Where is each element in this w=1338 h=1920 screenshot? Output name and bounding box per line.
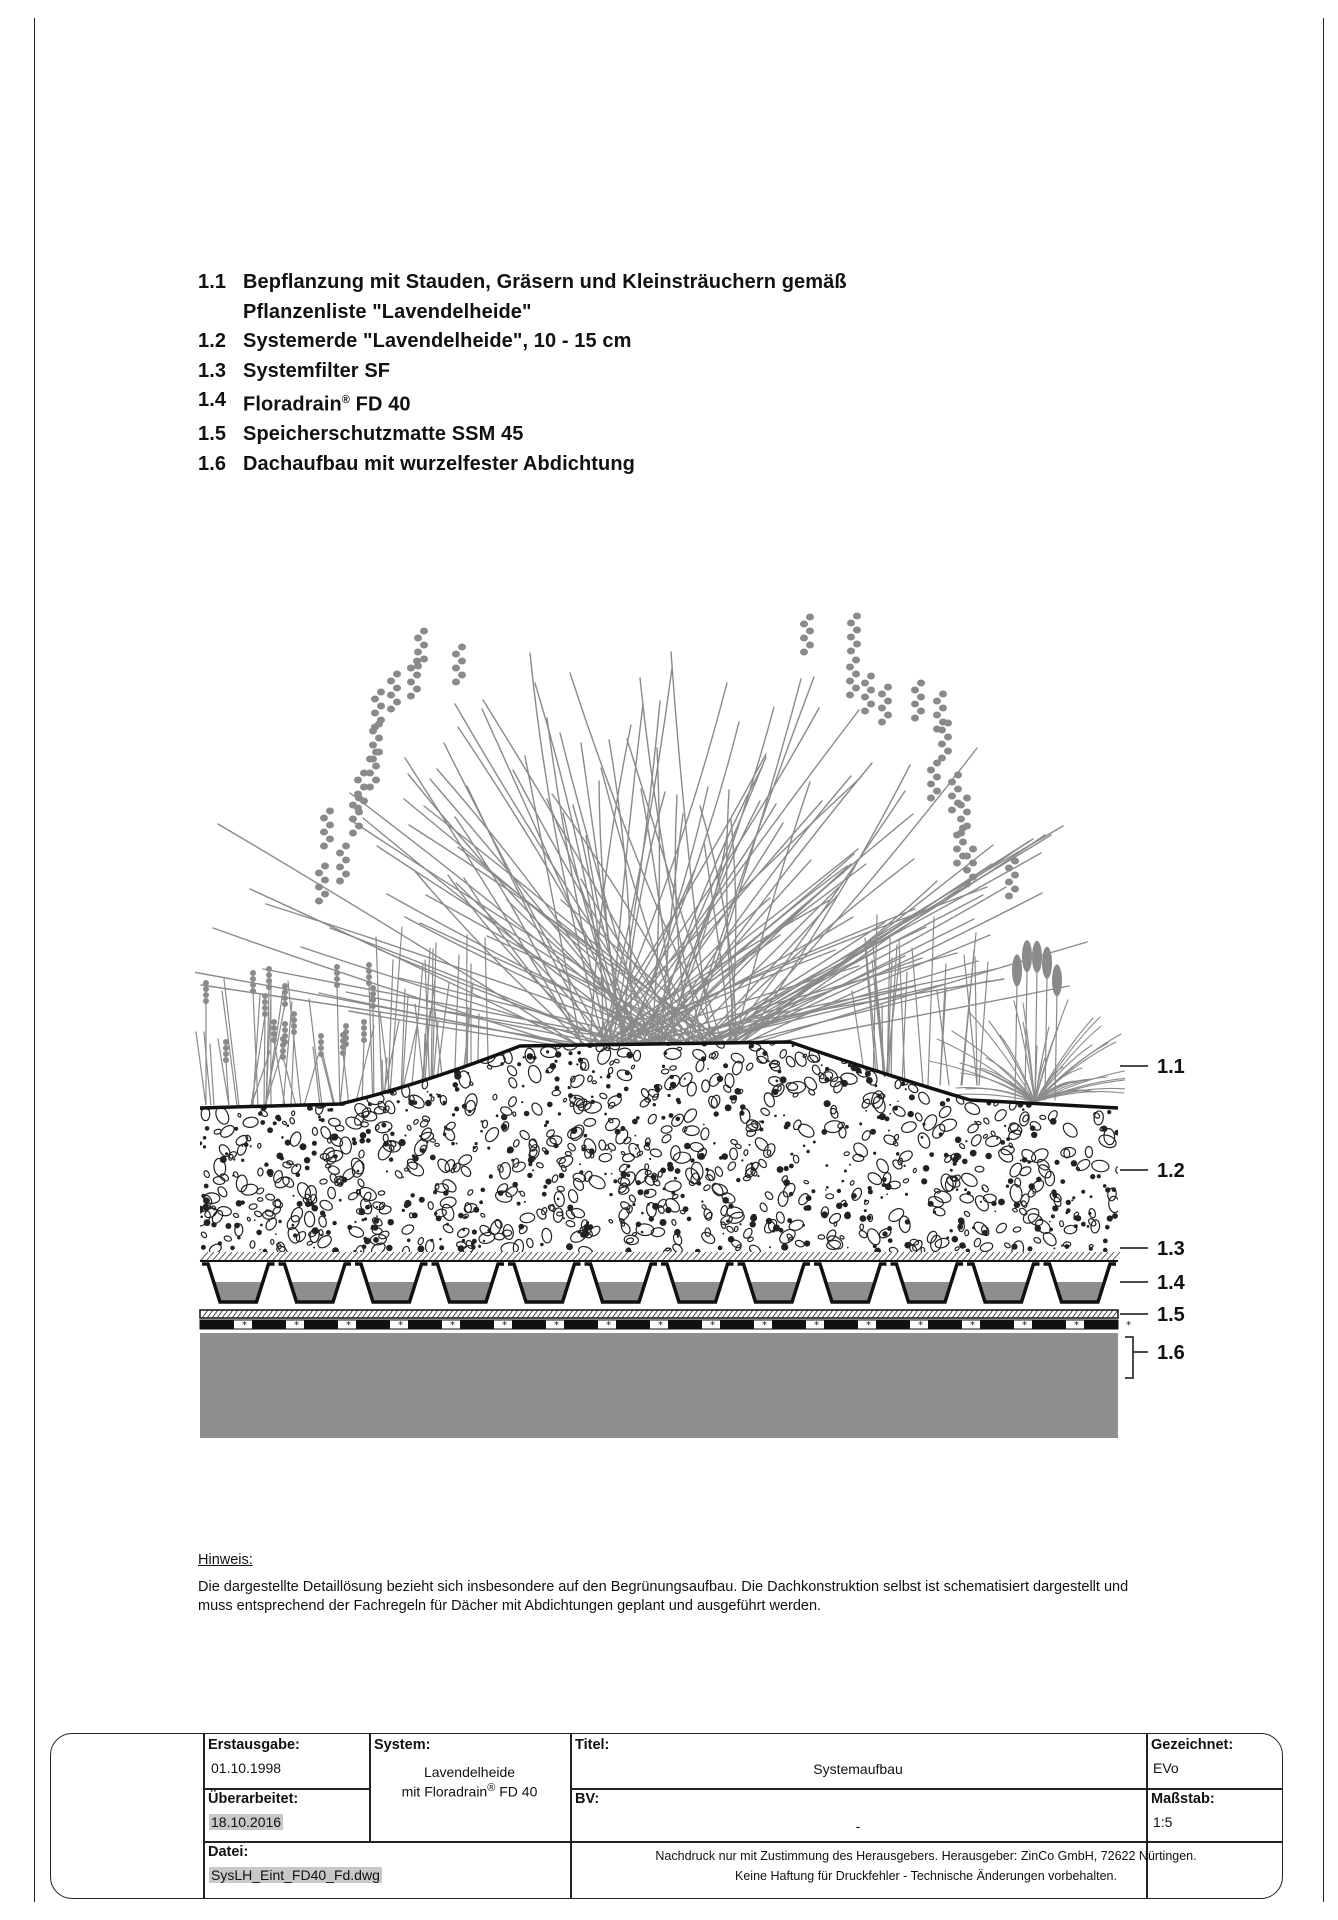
svg-text:*: * — [866, 1320, 871, 1331]
label-leaders — [1120, 1066, 1148, 1378]
protection-mat-layer — [200, 1310, 1118, 1318]
titel-value: Systemaufbau — [813, 1761, 903, 1777]
label-1-4: 1.4 — [1157, 1272, 1185, 1294]
legend-text: Systemerde "Lavendelheide", 10 - 15 cm — [243, 330, 632, 352]
svg-text:*: * — [658, 1320, 663, 1331]
svg-text:*: * — [606, 1320, 611, 1331]
label-1-2: 1.2 — [1157, 1160, 1185, 1182]
titel-label: Titel: — [575, 1737, 610, 1753]
footer-line1: Nachdruck nur mit Zustimmung des Herausgebers. Herausgeber: ZinCo GmbH, 72622 Nürtingen. — [655, 1849, 1197, 1863]
legend-number: 1.2 — [198, 330, 227, 352]
svg-text:*: * — [1022, 1320, 1027, 1331]
svg-text:*: * — [294, 1320, 299, 1331]
svg-text:*: * — [346, 1320, 351, 1331]
system-label: System: — [374, 1737, 431, 1753]
massstab-value: 1:5 — [1153, 1814, 1173, 1830]
datei-label: Datei: — [208, 1844, 249, 1860]
gezeichnet-label: Gezeichnet: — [1151, 1737, 1234, 1753]
waterproofing-membrane — [200, 1320, 1131, 1331]
gezeichnet-value: EVo — [1153, 1760, 1179, 1776]
lavender-planting — [193, 613, 1151, 1107]
svg-text:*: * — [710, 1320, 715, 1331]
footer-line2: Keine Haftung für Druckfehler - Technische Änderungen vorbehalten. — [735, 1869, 1117, 1883]
ueberarbeitet-label: Überarbeitet: — [208, 1791, 299, 1807]
svg-text:*: * — [554, 1320, 559, 1331]
title-block — [50, 1733, 1283, 1899]
system-text: mit Floradrain — [401, 1783, 488, 1800]
datei-value — [209, 1867, 382, 1883]
label-1-3: 1.3 — [1157, 1238, 1185, 1260]
svg-text:*: * — [918, 1320, 923, 1331]
legend-number: 1.5 — [198, 423, 227, 446]
system-filter-layer — [200, 1252, 1120, 1261]
divider — [203, 1841, 1282, 1843]
legend-number: 1.4 — [198, 389, 227, 411]
svg-text:*: * — [1074, 1320, 1079, 1331]
legend-text-continued: Pflanzenliste "Lavendelheide" — [243, 300, 532, 323]
registered-mark: ® — [487, 1782, 496, 1794]
svg-text:*: * — [242, 1320, 247, 1331]
label-1-1: 1.1 — [1157, 1056, 1185, 1078]
erstausgabe-label: Erstausgabe: — [208, 1737, 300, 1753]
divider — [570, 1788, 1282, 1790]
svg-text:*: * — [814, 1320, 819, 1331]
legend-text: Dachaufbau mit wurzelfester Abdichtung — [243, 452, 635, 475]
label-1-5: 1.5 — [1157, 1304, 1185, 1326]
ueberarbeitet-date: 18.10.2016 — [211, 1814, 282, 1830]
divider — [203, 1734, 205, 1898]
legend-text: Speicherschutzmatte SSM 45 — [243, 423, 524, 446]
legend-text: Systemfilter SF — [243, 359, 391, 382]
note-heading: Hinweis: — [198, 1552, 253, 1568]
svg-text:*: * — [762, 1320, 767, 1331]
note-block — [198, 1551, 1138, 1616]
soil-substrate-layer — [191, 1031, 1122, 1259]
floradrain-layer — [200, 1261, 1118, 1302]
system-line2 — [369, 1782, 570, 1800]
svg-text:*: * — [450, 1320, 455, 1331]
bv-value: - — [855, 1818, 861, 1834]
roof-construction-layer — [200, 1333, 1118, 1438]
legend-number: 1.6 — [198, 452, 227, 475]
legend-number: 1.1 — [198, 271, 227, 293]
divider — [203, 1788, 370, 1790]
datei-filename: SysLH_Eint_FD40_Fd.dwg — [211, 1867, 380, 1883]
svg-text:*: * — [1126, 1320, 1131, 1331]
massstab-label: Maßstab: — [1151, 1791, 1215, 1807]
registered-mark: ® — [341, 394, 351, 406]
svg-text:*: * — [502, 1320, 507, 1331]
erstausgabe-value: 01.10.1998 — [211, 1760, 282, 1776]
legend-text: Bepflanzung mit Stauden, Gräsern und Kleinsträuchern gemäß — [243, 271, 847, 293]
legend-text-part: Floradrain — [243, 393, 342, 416]
svg-text:*: * — [970, 1320, 975, 1331]
bv-label: BV: — [575, 1791, 600, 1807]
label-1-6: 1.6 — [1157, 1342, 1185, 1364]
svg-text:*: * — [398, 1320, 403, 1331]
ueberarbeitet-value — [209, 1814, 283, 1830]
note-text: Die dargestellte Detaillösung bezieht sich insbesondere auf den Begrünungsaufbau. Die Dachkonstruktion selbst ist schematisiert dargestellt und muss entsprechend der Fachregeln für Dächer mit Abdichtungen geplant und ausgeführt werden. — [198, 1579, 1129, 1614]
system-line1: Lavendelheide — [423, 1764, 516, 1780]
system-text: FD 40 — [495, 1783, 538, 1800]
legend-text-part: FD 40 — [350, 393, 411, 416]
legend-number: 1.3 — [198, 359, 227, 382]
